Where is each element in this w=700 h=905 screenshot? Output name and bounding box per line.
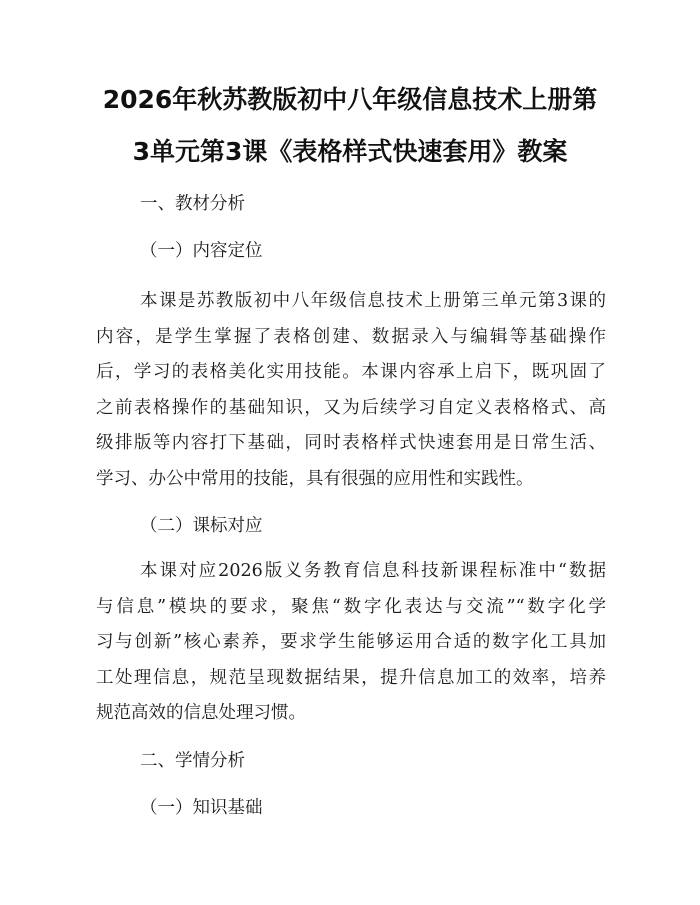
paragraph-2-line-2: 与信息”模块的要求，聚焦“数字化表达与交流”“数字化学 <box>96 597 606 617</box>
paragraph-2-line-1: 本课对应2026版义务教育信息科技新课程标准中“数据 <box>140 561 606 581</box>
section-heading-learner-analysis: 二、学情分析 <box>140 751 245 771</box>
paragraph-1-line-3: 后，学习的表格美化实用技能。本课内容承上启下，既巩固了 <box>96 362 606 382</box>
paragraph-2-line-4: 工处理信息，规范呈现数据结果，提升信息加工的效率，培养 <box>96 668 606 688</box>
paragraph-1-line-2: 内容，是学生掌握了表格创建、数据录入与编辑等基础操作 <box>96 327 606 347</box>
document-title-line-2: 3单元第3课《表格样式快速套用》教案 <box>132 137 568 166</box>
paragraph-2-line-3: 习与创新”核心素养，要求学生能够运用合适的数字化工具加 <box>96 632 606 652</box>
subsection-heading-curriculum-standards: （二）课标对应 <box>140 516 263 536</box>
subsection-heading-knowledge-foundation: （一）知识基础 <box>140 798 263 818</box>
paragraph-1-line-1: 本课是苏教版初中八年级信息技术上册第三单元第3课的 <box>140 291 606 311</box>
paragraph-1-line-6: 学习、办公中常用的技能，具有很强的应用性和实践性。 <box>96 469 534 489</box>
subsection-heading-content-positioning: （一）内容定位 <box>140 241 263 261</box>
paragraph-2-line-5: 规范高效的信息处理习惯。 <box>96 703 306 723</box>
paragraph-1-line-5: 级排版等内容打下基础，同时表格样式快速套用是日常生活、 <box>96 433 606 453</box>
paragraph-1-line-4: 之前表格操作的基础知识，又为后续学习自定义表格格式、高 <box>96 398 606 418</box>
document-title-line-1: 2026年秋苏教版初中八年级信息技术上册第 <box>102 85 598 114</box>
section-heading-teaching-material-analysis: 一、教材分析 <box>140 194 245 214</box>
